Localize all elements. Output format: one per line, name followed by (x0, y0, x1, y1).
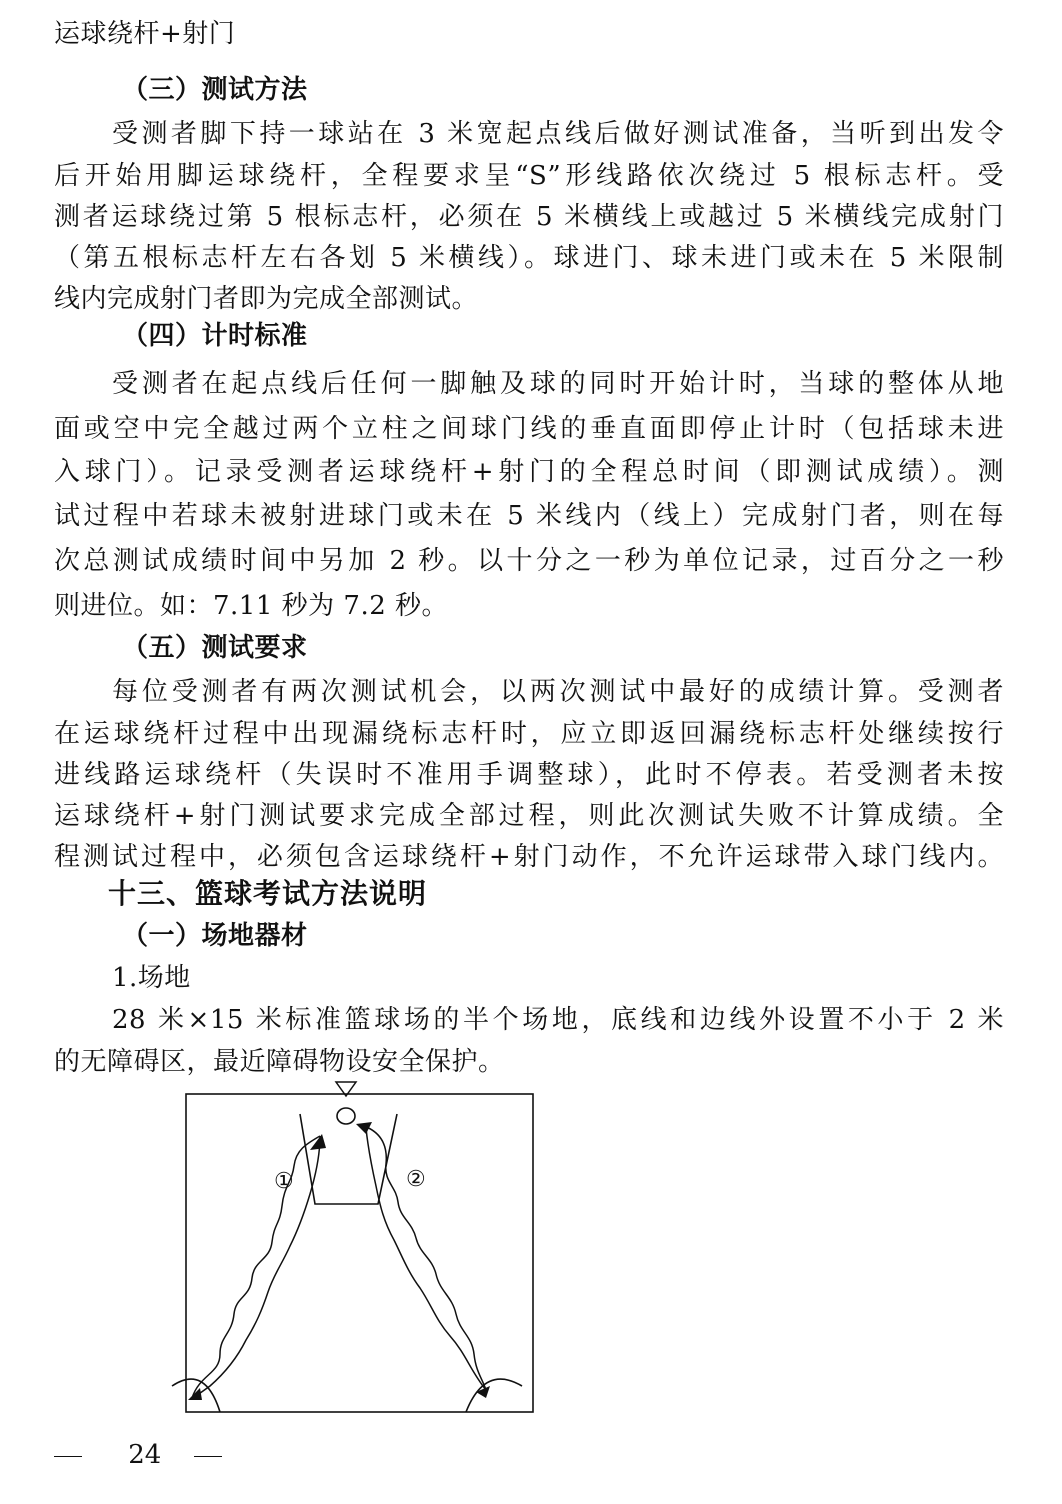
court-route-diagram (170, 1074, 550, 1424)
route-left (192, 1136, 320, 1398)
paragraph-line: （第五根标志杆左右各划 5 米横线）。球进门、球未进门或未在 5 米限制 (54, 243, 1004, 273)
paragraph-line: 在运球绕杆过程中出现漏绕标志杆时，应立即返回漏绕标志杆处继续按行 (54, 719, 1004, 749)
paragraph-line: 入球门）。记录受测者运球绕杆+射门的全程总时间（即测试成绩）。测 (54, 457, 1004, 487)
route-right (364, 1126, 486, 1390)
page-footer (54, 1440, 222, 1470)
paragraph-line: 运球绕杆+射门测试要求完成全部过程，则此次测试失败不计算成绩。全 (54, 801, 1004, 831)
paragraph-line: 线内完成射门者即为完成全部测试。 (54, 284, 479, 314)
arrow-head (476, 1386, 490, 1398)
paragraph-line: 受测者在起点线后任何一脚触及球的同时开始计时，当球的整体从地 (112, 369, 1004, 399)
paragraph-line: 面或空中完全越过两个立柱之间球门线的垂直面即停止计时（包括球未进 (54, 414, 1004, 444)
route-label-1: ① (274, 1169, 294, 1194)
court-boundary (186, 1094, 533, 1412)
page-number: 24 (128, 1440, 162, 1470)
route-label-2: ② (406, 1167, 426, 1192)
route-right-return (366, 1128, 486, 1390)
chapter-heading-13: 十三、篮球考试方法说明 (108, 877, 428, 910)
footer-dash (194, 1456, 222, 1457)
paragraph-line: 的无障碍区，最近障碍物设安全保护。 (54, 1047, 505, 1077)
section-heading-1: （一）场地器材 (122, 921, 308, 951)
sub-heading: 1.场地 (112, 963, 191, 993)
paragraph-line: 次总测试成绩时间中另加 2 秒。以十分之一秒为单位记录，过百分之一秒 (54, 546, 1004, 576)
paragraph-line: 程测试过程中，必须包含运球绕杆+射门动作，不允许运球带入球门线内。 (54, 842, 1004, 872)
section-heading-3: （三）测试方法 (122, 75, 308, 105)
paragraph-line: 则进位。如：7.11 秒为 7.2 秒。 (54, 591, 449, 621)
section-heading-4: （四）计时标准 (122, 321, 308, 351)
paragraph-line: 每位受测者有两次测试机会，以两次测试中最好的成绩计算。受测者 (112, 677, 1004, 707)
paragraph-line: 进线路运球绕杆（失误时不准用手调整球），此时不停表。若受测者未按 (54, 760, 1004, 790)
corner-arc-right (466, 1379, 522, 1412)
section-heading-5: （五）测试要求 (122, 633, 308, 663)
footer-dash (54, 1456, 82, 1457)
paragraph-line: 试过程中若球未被射进球门或未在 5 米线内（线上）完成射门者，则在每 (54, 501, 1004, 531)
route-left-return (196, 1136, 320, 1396)
paragraph-line: 后开始用脚运球绕杆，全程要求呈“S”形线路依次绕过 5 根标志杆。受 (54, 161, 1004, 191)
text-line: 运球绕杆+射门 (54, 19, 236, 49)
paragraph-line: 测者运球绕过第 5 根标志杆，必须在 5 米横线上或越过 5 米横线完成射门 (54, 202, 1004, 232)
paragraph-line: 28 米×15 米标准篮球场的半个场地，底线和边线外设置不小于 2 米 (112, 1005, 1004, 1035)
basket (337, 1108, 355, 1124)
key-area (300, 1114, 397, 1204)
paragraph-line: 受测者脚下持一球站在 3 米宽起点线后做好测试准备，当听到出发令 (112, 119, 1004, 149)
